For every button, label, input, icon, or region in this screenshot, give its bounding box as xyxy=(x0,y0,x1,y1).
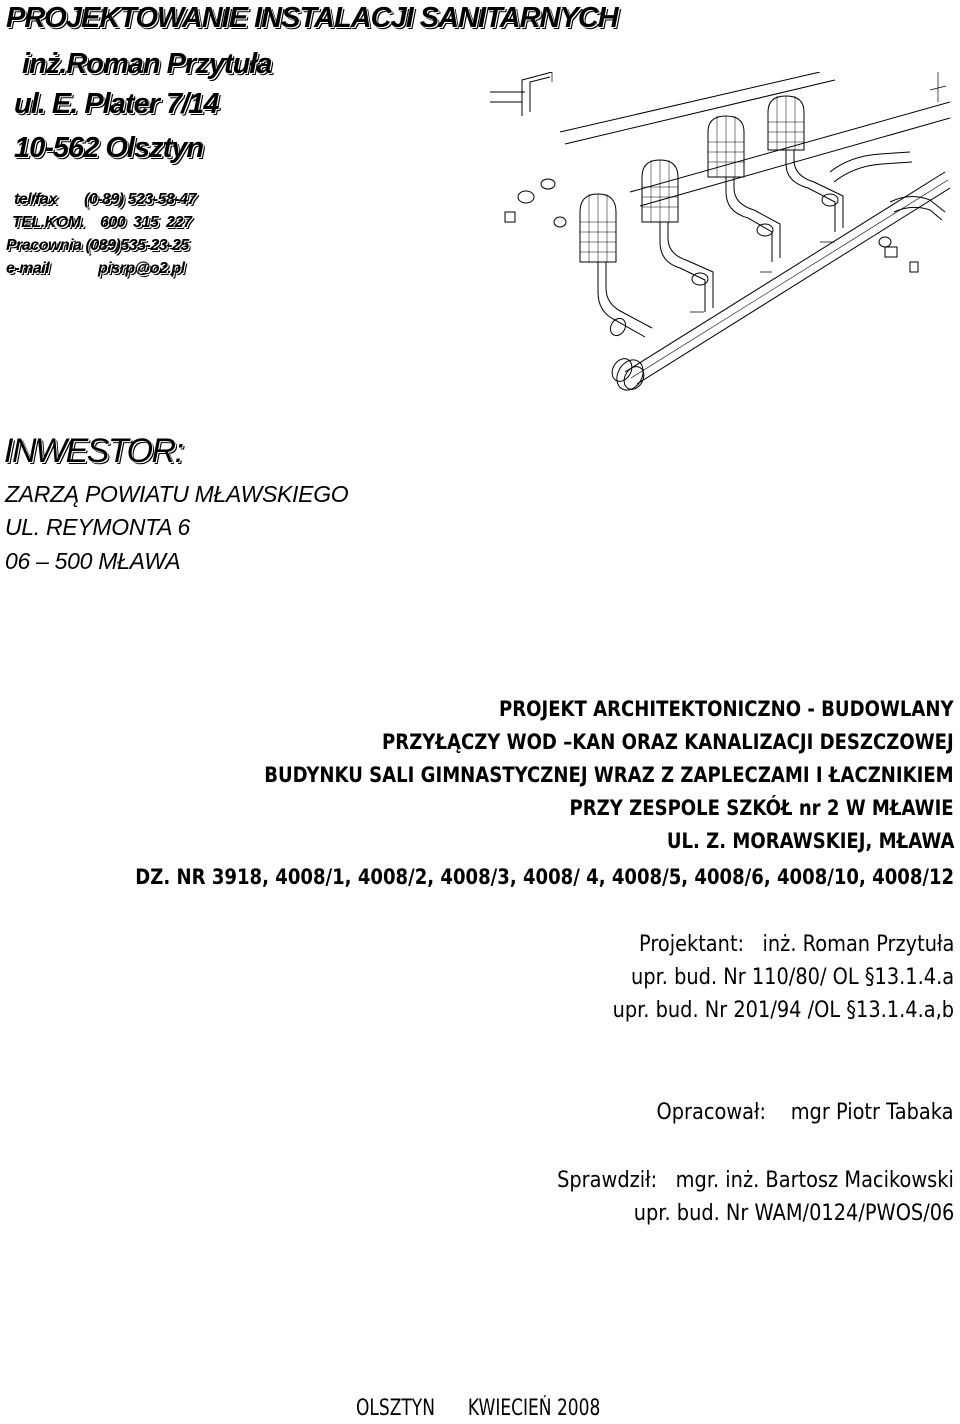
project-title-line: PROJEKT ARCHITEKTONICZNO - BUDOWLANY xyxy=(499,697,954,721)
footer-place-date xyxy=(0,1396,960,1421)
contact-value: 600 315 227 xyxy=(100,214,192,231)
engineer-name: inż.Roman Przytuła xyxy=(22,48,272,80)
pipe-bends xyxy=(598,150,945,337)
designer-row xyxy=(639,932,954,957)
designer-name: inż. Roman Przytuła xyxy=(762,932,954,957)
checked-row xyxy=(557,1168,954,1193)
pipe-fittings xyxy=(505,179,918,338)
main-headers xyxy=(490,72,950,384)
contact-row-email xyxy=(6,260,185,278)
checked-license: upr. bud. Nr WAM/0124/PWOS/06 xyxy=(633,1201,954,1226)
project-plots-line: DZ. NR 3918, 4008/1, 4008/2, 4008/3, 4008/ 4, 4008/5, 4008/6, 4008/10, 4008/12 xyxy=(135,865,954,889)
investor-line: ZARZĄ POWIATU MŁAWSKIEGO xyxy=(5,481,349,507)
footer-date: KWIECIEŃ 2008 xyxy=(467,1396,601,1421)
contact-row-mobile xyxy=(12,214,191,232)
contact-label: tel/fax xyxy=(14,191,57,208)
pipe-isometric-drawing xyxy=(490,72,950,392)
contact-label: TEL.KOM. xyxy=(12,214,85,231)
prepared-label: Opracował: xyxy=(656,1100,767,1125)
company-name: PROJEKTOWANIE INSTALACJI SANITARNYCH xyxy=(6,2,618,34)
city-address: 10-562 Olsztyn xyxy=(14,132,204,164)
project-title-line: BUDYNKU SALI GIMNASTYCZNEJ WRAZ Z ZAPLECZAMI I ŁACZNIKIEM xyxy=(264,763,954,787)
investor-heading: INWESTOR: xyxy=(4,432,183,470)
designer-label: Projektant: xyxy=(638,932,744,957)
checked-name: mgr. inż. Bartosz Macikowski xyxy=(675,1168,954,1193)
contact-value: (0-89) 523-58-47 xyxy=(84,191,197,208)
contact-value: pisrp@o2.pl xyxy=(98,260,185,277)
contact-label: e-mail xyxy=(6,260,50,277)
project-title-line: UL. Z. MORAWSKIEJ, MŁAWA xyxy=(666,829,954,853)
contact-row-tel xyxy=(14,191,196,209)
designer-license: upr. bud. Nr 110/80/ OL §13.1.4.a xyxy=(630,965,954,990)
designer-license: upr. bud. Nr 201/94 /OL §13.1.4.a,b xyxy=(612,998,954,1023)
investor-line: 06 – 500 MŁAWA xyxy=(5,548,181,574)
project-title-line: PRZY ZESPOLE SZKÓŁ nr 2 W MŁAWIE xyxy=(569,796,954,820)
checked-label: Sprawdził: xyxy=(557,1168,658,1193)
street-address: ul. E. Plater 7/14 xyxy=(14,88,219,120)
vessels xyxy=(580,96,804,262)
contact-row-office xyxy=(6,237,189,255)
investor-line: UL. REYMONTA 6 xyxy=(5,514,190,540)
contact-label: Pracownia xyxy=(6,237,82,254)
leader-marks xyxy=(552,72,946,312)
prepared-name: mgr Piotr Tabaka xyxy=(791,1100,954,1125)
project-title-line: PRZYŁĄCZY WOD –KAN ORAZ KANALIZACJI DESZCZOWEJ xyxy=(382,730,954,754)
footer-place: OLSZTYN xyxy=(356,1396,436,1421)
prepared-row xyxy=(657,1100,954,1125)
contact-value: (089)535-23-25 xyxy=(85,237,189,254)
